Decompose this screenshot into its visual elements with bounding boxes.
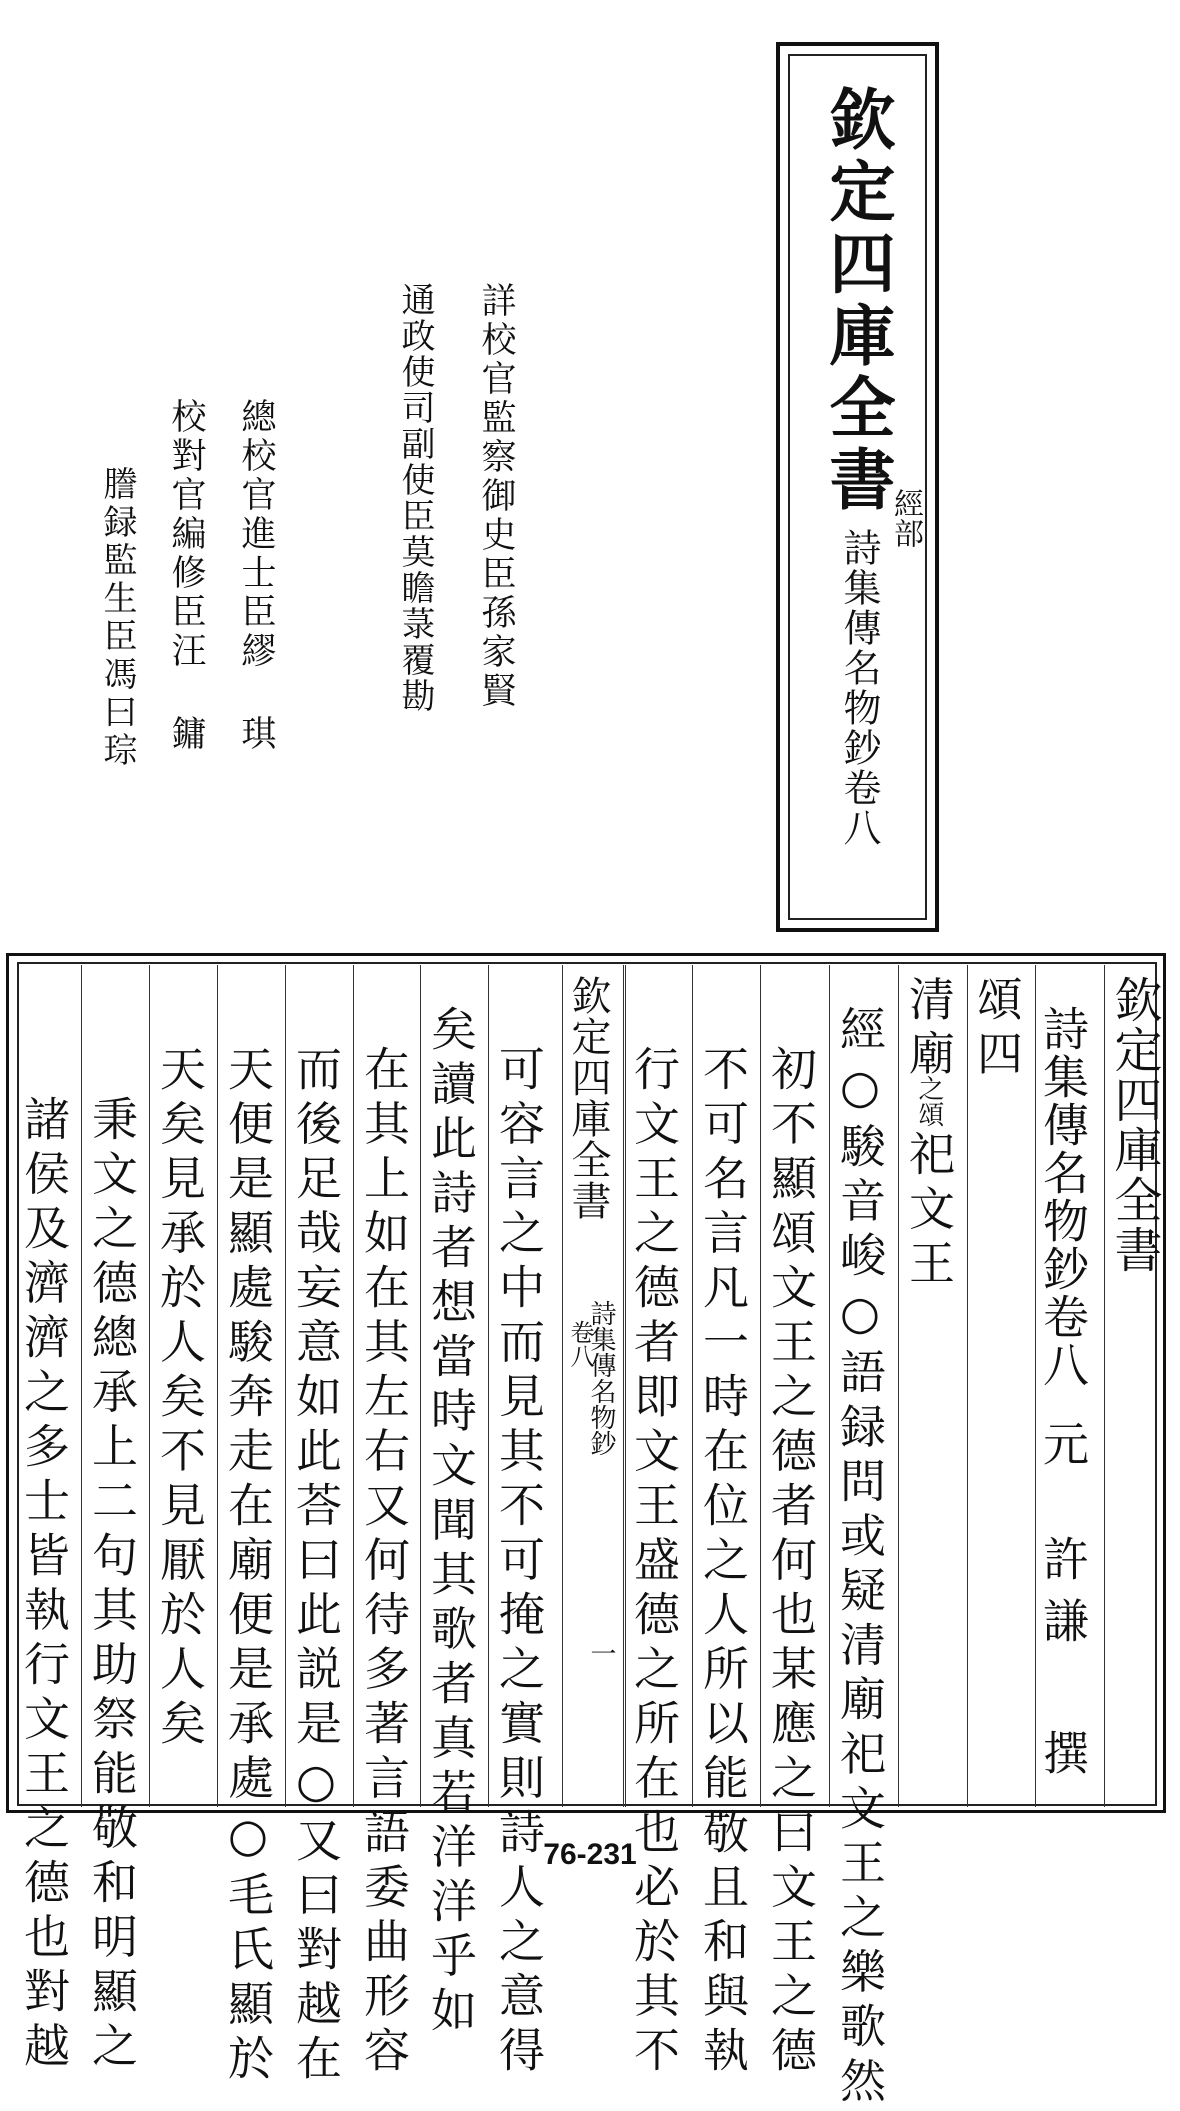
column-rule: [285, 965, 286, 1807]
column-rule: [217, 965, 218, 1807]
chapter-title: 清廟: [902, 975, 956, 1084]
cover-volume-label: 詩集傳名物鈔卷八: [837, 528, 881, 848]
text-column: 初不顯頌文王之德者何也某應之曰文王之德: [764, 1045, 818, 2081]
column-rule: [625, 965, 626, 1807]
column-rule: [898, 965, 899, 1807]
column-rule: [149, 965, 150, 1807]
column-rule: [760, 965, 761, 1807]
gutter-page-number: 一: [586, 1640, 616, 1666]
credit-chief-proofreader: 總校官進士臣繆 琪: [236, 398, 276, 754]
gutter-volume: 卷八: [566, 1320, 594, 1368]
page-number: 76-231: [543, 1838, 637, 1871]
column-rule: [623, 965, 624, 1807]
column-rule: [420, 965, 421, 1807]
column-rule: [488, 965, 489, 1807]
gutter-collection-title: 欽定四庫全書: [565, 975, 611, 1221]
column-rule: [692, 965, 693, 1807]
author-dynasty: 元: [1036, 1420, 1090, 1475]
gutter-book-title: 詩集傳名物鈔: [586, 1300, 616, 1456]
credit-reviewer: 通政使司副使臣莫瞻菉覆勘: [395, 282, 435, 714]
cover-section-label: 經部: [888, 488, 923, 548]
credit-detailed-proofreader: 詳校官監察御史臣孫家賢: [476, 282, 516, 711]
text-column: 在其上如在其左右又何待多著言語委曲形容: [357, 1045, 411, 2081]
gutter-rule: [562, 965, 563, 1807]
text-column: 可容言之中而見其不可掩之實則詩人之意得: [492, 1045, 546, 2081]
chapter-note: 之頌: [914, 1075, 944, 1127]
column-rule: [1104, 965, 1105, 1807]
credit-collator: 校對官編修臣汪 鏞: [166, 398, 206, 754]
text-column: 秉文之德總承上二句其助祭能敬和明顯之: [85, 1095, 139, 2076]
section-heading: 頌四: [970, 975, 1024, 1084]
text-column: 天矣見承於人矣不見厭於人矣: [153, 1045, 207, 1754]
column-rule: [967, 965, 968, 1807]
text-column: 諸侯及濟濟之多士皆執行文王之德也對越: [17, 1095, 71, 2076]
column-rule: [353, 965, 354, 1807]
collection-title: 欽定四庫全書: [1106, 975, 1162, 1275]
column-rule: [829, 965, 830, 1807]
credit-copyist: 謄録監生臣馮曰琮: [97, 466, 137, 770]
column-rule: [81, 965, 82, 1807]
text-column: 行文王之德者即文王盛德之所在也必於其不: [627, 1045, 681, 2081]
author-name: 許謙 撰: [1036, 1535, 1090, 1791]
text-column: 天便是顯處駿奔走在廟便是承處○毛氏顯於: [221, 1045, 275, 2089]
text-column: 不可名言凡一時在位之人所以能敬且和與執: [696, 1045, 750, 2081]
text-column: 經○駿音峻○語録問或疑清廟祀文王之樂歌然: [833, 1005, 887, 2111]
cover-title: 欽定四庫全書: [818, 85, 896, 517]
text-column: 矣讀此詩者想當時文聞其歌者真若洋洋乎如: [424, 1005, 478, 2041]
text-column: 而後足哉妄意如此荅曰此説是○又曰對越在: [289, 1045, 343, 2089]
chapter-subtitle: 祀文王: [902, 1130, 956, 1294]
book-title: 詩集傳名物鈔卷八: [1036, 1005, 1090, 1389]
